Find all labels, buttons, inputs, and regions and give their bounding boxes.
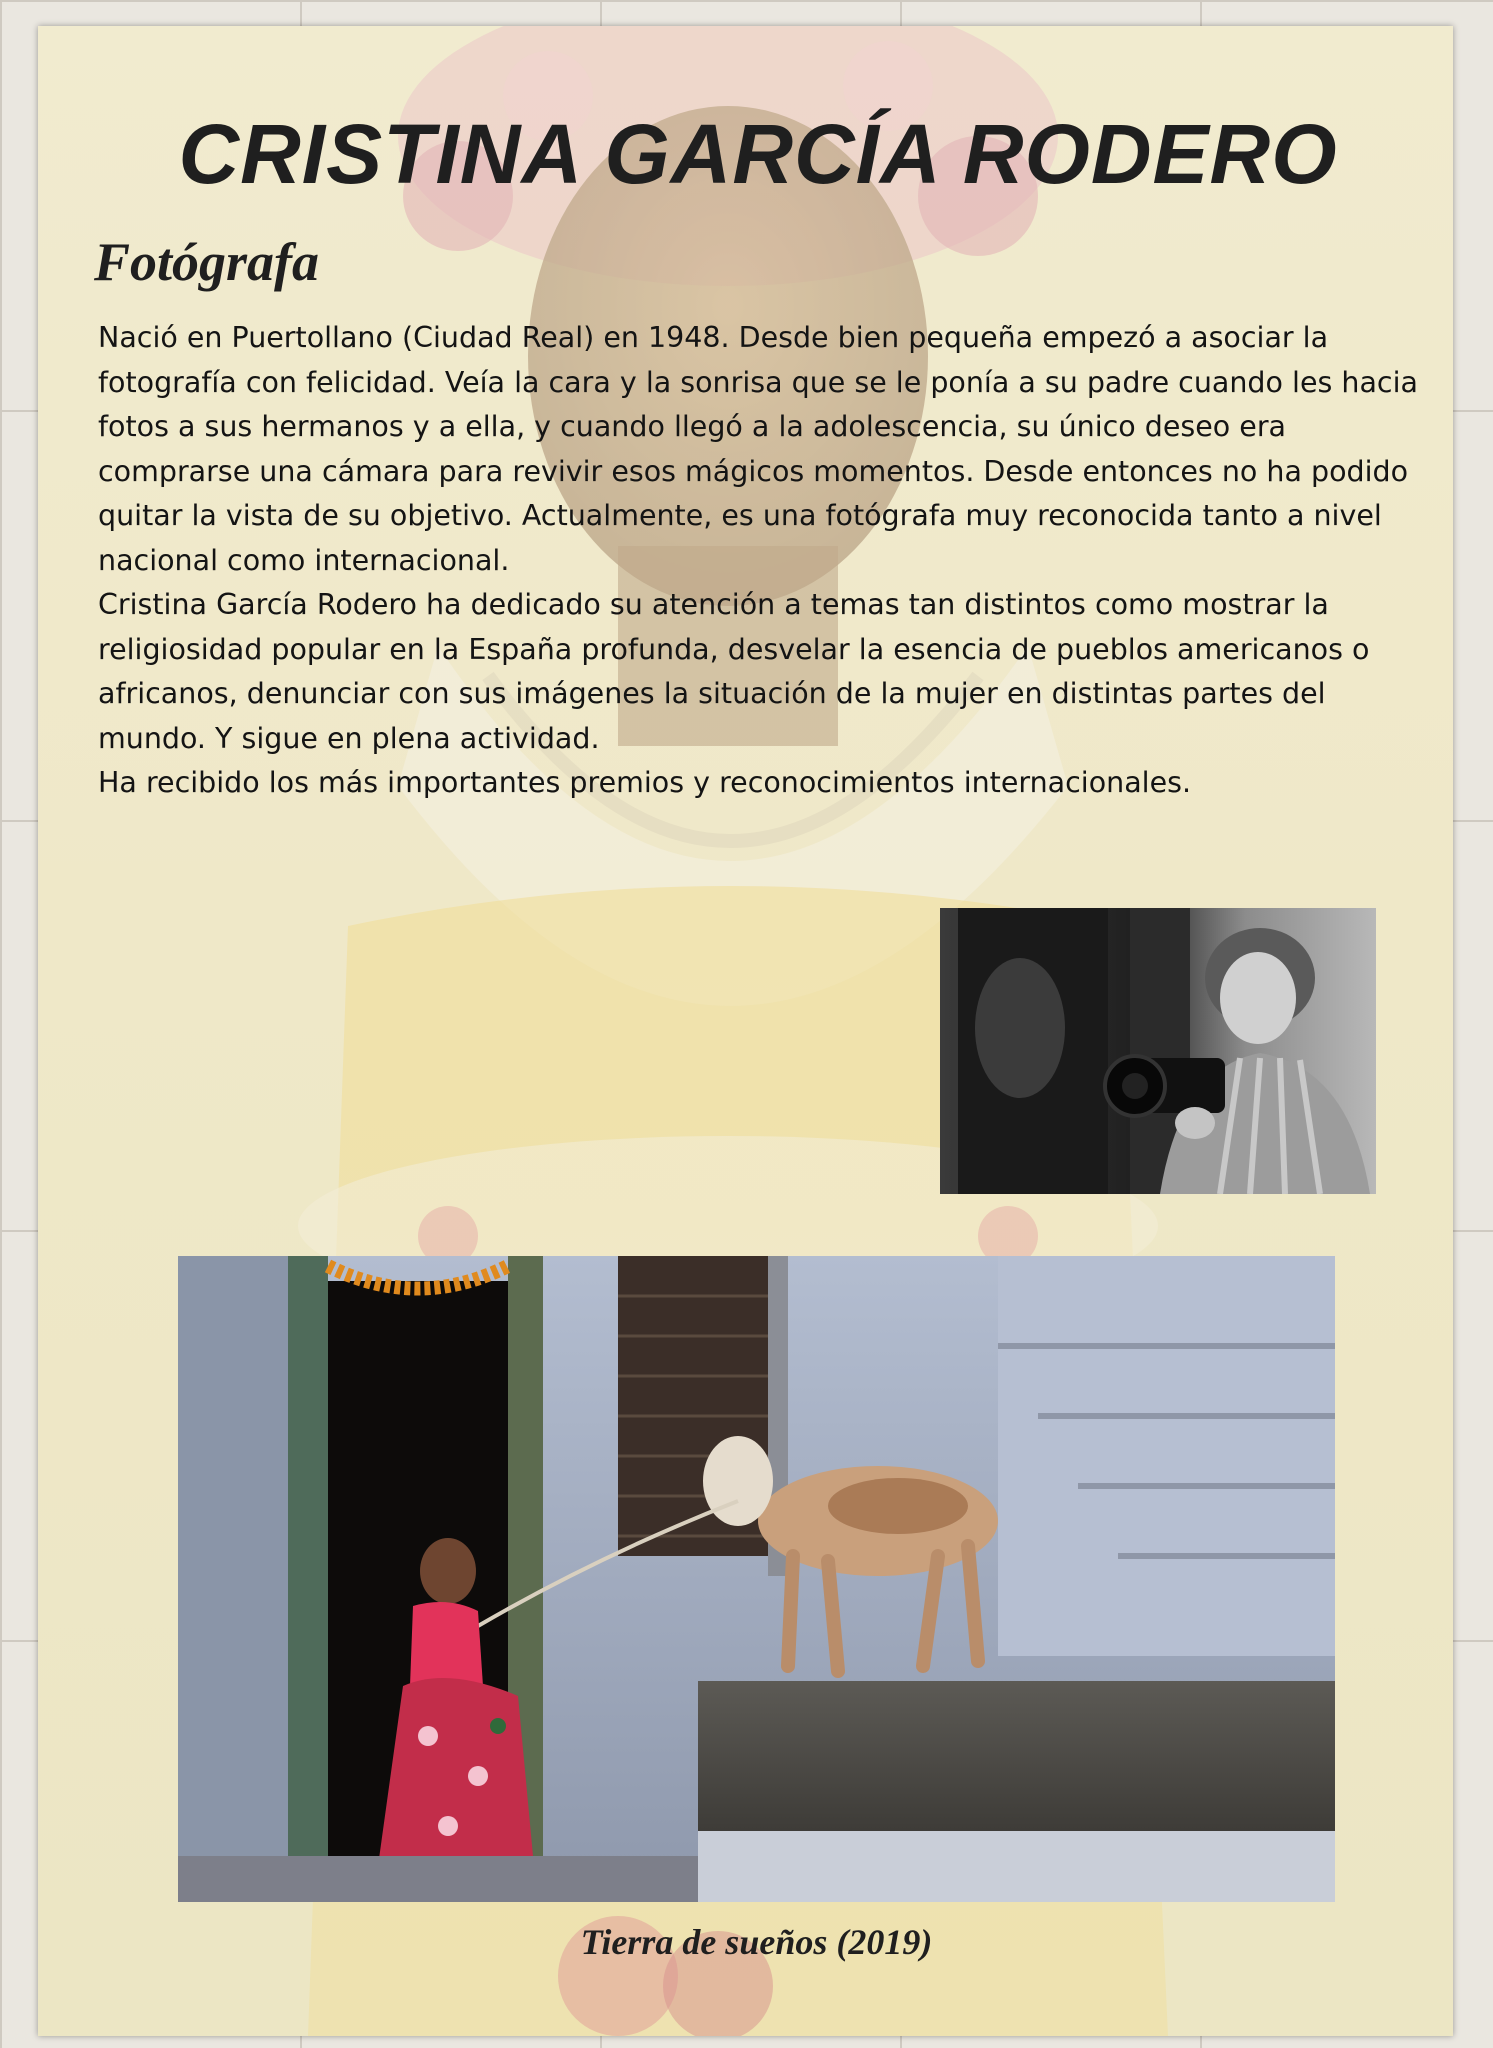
bio-paragraph-2: Cristina García Rodero ha dedicado su atención a temas tan distintos como mostrar la religiosidad popular en la España profunda, desvelar la esencia de pueblos americanos o africanos, denunciar con sus imágenes la situación de la mujer en distintas partes del mundo. Y sigue en plena actividad. — [98, 588, 1370, 755]
bio-paragraph-3: Ha recibido los más importantes premios y reconocimientos internacionales. — [98, 766, 1192, 799]
bio-paragraph-1: Nació en Puertollano (Ciudad Real) en 1948. Desde bien pequeña empezó a asociar la fotografía con felicidad. Veía la cara y la sonrisa que se le ponía a su padre cuando les hacia fotos a sus hermanos y a ella, y cuando llegó a la adolescencia, su único deseo era comprarse una cámara para revivir esos mágicos momentos. Desde entonces no ha podido quitar la vista de su objetivo. Actualmente, es una fotógrafa muy reconocida tanto a nivel nacional como internacional. — [98, 321, 1418, 577]
biography-text — [98, 316, 1438, 806]
photographer-portrait-image — [940, 908, 1376, 1194]
poster-subtitle: Fotógrafa — [94, 232, 320, 292]
photographer-portrait-photo — [940, 908, 1376, 1194]
poster-title: CRISTINA GARCÍA RODERO — [178, 107, 1338, 201]
featured-photograph — [178, 1256, 1335, 1902]
exhibition-poster — [38, 26, 1453, 2036]
girl-with-goat-image — [178, 1256, 1335, 1902]
photo-caption: Tierra de sueños (2019) — [580, 1922, 933, 1962]
